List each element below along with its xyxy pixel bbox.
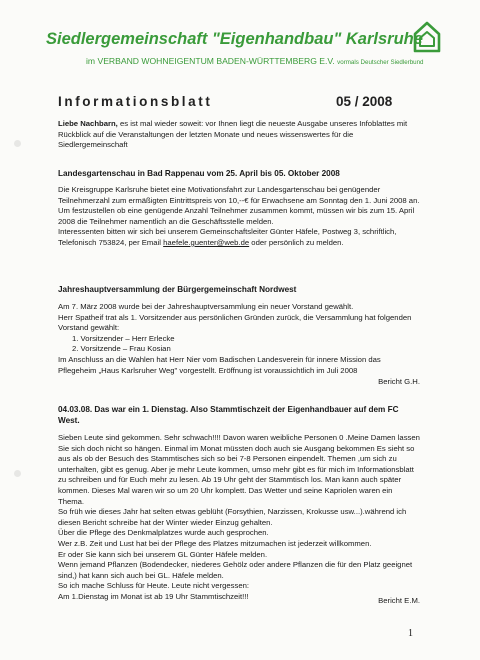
house-logo-icon xyxy=(412,18,442,54)
list-item: 1. Vorsitzender – Herr Erlecke xyxy=(72,333,175,343)
paragraph: Wer z.B. Zeit und Lust hat bei der Pflege des Platzes mitzumachen ist jederzeit willkommen. xyxy=(58,538,372,548)
paragraph: Im Anschluss an die Wahlen hat Herr Nier vom Badischen Landesverein für innere Mission das Pflegeheim „Haus Karlsruher Weg" vorgestellt. Eröffnung ist voraussichtlich im Juli 2008 xyxy=(58,354,381,375)
org-subtitle xyxy=(86,56,423,66)
section-body-jahreshauptversammlung xyxy=(58,302,420,376)
page-number: 1 xyxy=(408,628,413,639)
section-heading-jahreshauptversammlung: Jahreshauptversammlung der Bürgergemeinschaft Nordwest xyxy=(58,285,297,294)
punch-hole xyxy=(14,140,21,147)
intro-paragraph xyxy=(58,119,420,151)
paragraph: Am 7. März 2008 wurde bei der Jahreshauptversammlung ein neuer Vorstand gewählt. xyxy=(58,302,354,311)
list-item: 2. Vorsitzende – Frau Kosian xyxy=(72,344,171,354)
paragraph: Sieben Leute sind gekommen. Sehr schwach!!!! Davon waren weibliche Personen 0 .Meine Damen lassen Sie sich doch nicht so hängen. Einmal im Monat müssten doch auch sie Ausgang bekommen Es sieht so aus als ob der Besuch des Stammtisches sich so bei 7-8 Personen einpendelt. Themen ,um sich zu unterhalten, gibt es genug. Aber je mehr Leute kommen, umso mehr gibt es für mich im Informationsblatt zu schreiben und für Euch mehr zu lesen. Ab 19 Uhr geht der Stammtisch los. Man kann auch später kommen. Dieses Mal waren wir so um 20 Uhr komplett. Das Wetter und seine Kapriolen waren ein Thema. xyxy=(58,433,420,506)
document-title: Informationsblatt xyxy=(58,94,213,109)
section-body-gartenschau xyxy=(58,185,420,249)
paragraph: So früh wie dieses Jahr hat selten etwas geblüht (Forsythien, Narzissen, Krokusse usw...).während ich diesen Bericht schreibe hat der Winter wieder Einzug gehalten. xyxy=(58,507,407,527)
paragraph: Die Kreisgruppe Karlsruhe bietet eine Motivationsfahrt zur Landesgartenschau bei genügender Teilnehmerzahl zum ermäßigten Eintrittspreis von 10,--€ für Erwachsene am Sonntag den 1. Juni 2008 an. xyxy=(58,185,420,205)
paragraph: Um festzustellen ob eine genügende Anzahl Teilnehmer zusammen kommt, müssen wir bis zum 15. April 2008 die Teilnehmer namentlich an die Geschäftsstelle melden. xyxy=(58,206,415,226)
signature-gh: Bericht G.H. xyxy=(378,377,420,386)
punch-hole xyxy=(14,470,21,477)
email-link[interactable]: haefele.guenter@web.de xyxy=(163,237,250,247)
signature-em: Bericht E.M. xyxy=(378,596,420,605)
contact-text-end: oder persönlich zu melden. xyxy=(249,237,344,247)
org-subtitle-small: vormals Deutscher Siedlerbund xyxy=(337,59,424,66)
intro-text: es ist mal wieder soweit: vor Ihnen liegt die neueste Ausgabe unseres Infoblattes mit Rückblick auf die Veranstaltungen der letzten Monate und neues wissenswertes für die Siedlergemeinschaft xyxy=(58,119,408,150)
issue-number: 05 / 2008 xyxy=(336,94,393,109)
org-subtitle-main: im VERBAND WOHNEIGENTUM BADEN-WÜRTTEMBERG E.V. xyxy=(86,56,335,66)
contact-text: Interessenten bitten wir sich bei unserem Gemeinschaftsleiter Günter Häfele, Postweg 3, schriftlich, Telefonisch 753824, per Email xyxy=(58,227,397,247)
section-heading-gartenschau: Landesgartenschau in Bad Rappenau vom 25. April bis 05. Oktober 2008 xyxy=(58,169,340,178)
intro-lead: Liebe Nachbarn, xyxy=(58,119,118,128)
paragraph: Über die Pflege des Denkmalplatzes wurde auch gesprochen. xyxy=(58,528,269,538)
paragraph: Er oder Sie kann sich bei unserem GL Günter Häfele melden. xyxy=(58,549,268,559)
paragraph xyxy=(58,227,420,248)
paragraph: Herr Spatheif trat als 1. Vorsitzender aus persönlichen Gründen zurück, die Versammlung hat folgenden Vorstand gewählt: xyxy=(58,312,412,333)
section-heading-stammtisch: 04.03.08. Das war ein 1. Dienstag. Also Stammtischzeit der Eigenhandbauer auf dem FC West. xyxy=(58,405,399,426)
org-title: Siedlergemeinschaft "Eigenhandbau" Karlsruhe xyxy=(46,30,423,48)
paragraph: Wenn jemand Pflanzen (Bodendecker, niederes Gehölz oder andere Pflanzen die für den Platz geeignet sind,) hat kann sich auch bei GL. Häfele melden. xyxy=(58,560,413,580)
paragraph: Am 1.Dienstag im Monat ist ab 19 Uhr Stammtischzeit!!! xyxy=(58,591,249,601)
paragraph: So ich mache Schluss für Heute. Leute nicht vergessen: xyxy=(58,581,250,591)
section-body-stammtisch xyxy=(58,433,420,603)
